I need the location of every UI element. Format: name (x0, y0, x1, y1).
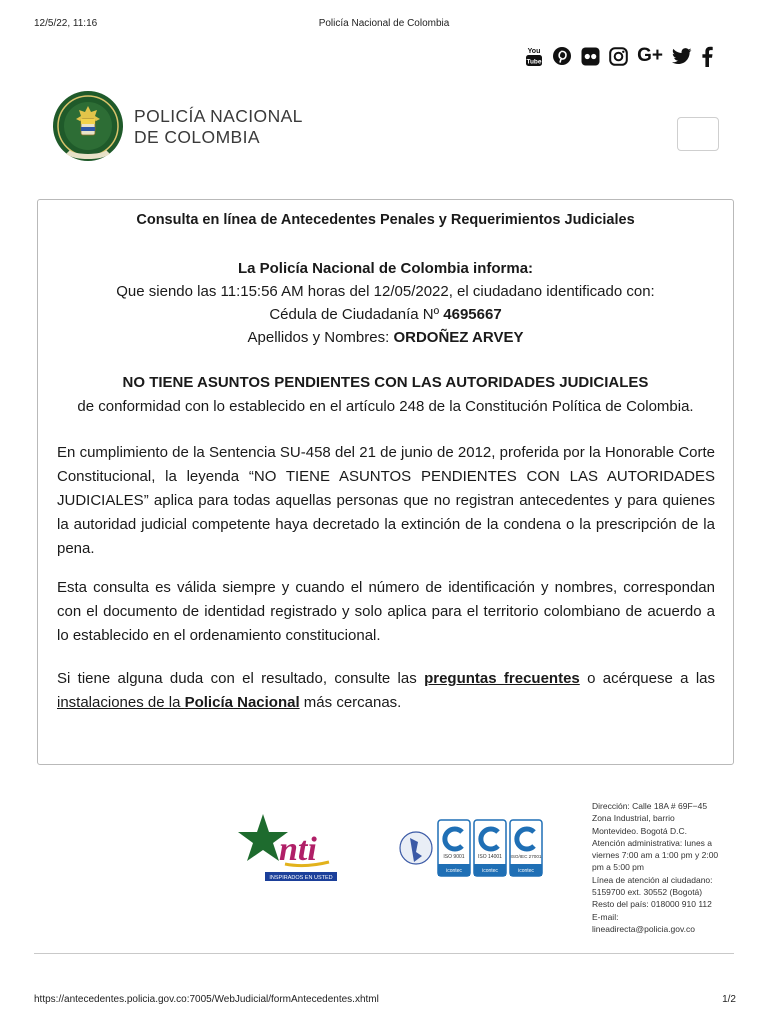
informs-line: La Policía Nacional de Colombia informa: (237, 260, 534, 277)
certifications-logos (398, 810, 548, 890)
cert-iso-14001: ISO 14001 (478, 854, 502, 860)
faq-link[interactable]: preguntas frecuentes (424, 670, 580, 687)
panel-heading: Consulta en línea de Antecedentes Penales y Requerimientos Judiciales (136, 212, 635, 228)
doubts-text-b: o acérquese a las (579, 670, 716, 687)
result-panel (37, 199, 734, 765)
facebook-icon[interactable] (701, 44, 713, 68)
cert-brand-1: icontec (446, 868, 462, 874)
contact-email[interactable]: lineadirecta@policia.gov.co (592, 923, 695, 934)
contact-line: viernes 7:00 am a 1:00 pm y 2:00 (592, 850, 719, 861)
cert-brand-2: icontec (482, 868, 498, 874)
icontec-iso27001-icon (510, 820, 542, 876)
paragraph-sentence: En cumplimiento de la Sentencia SU-458 del 21 de junio de 2012, proferida por la Honorable Corte Constitucional, la leyenda “NO TIENE ASUNTOS PENDIENTES CON LAS AUTORIDADES JUDICIALES” aplica para todas aquellas personas que no registran antecedentes y para quienes la autoridad judicial competente haya decretado la extinción de la condena o la prescripción de la pena. (57, 444, 715, 557)
twitter-icon[interactable] (672, 44, 692, 68)
print-header (0, 18, 768, 32)
paragraph-doubts (57, 667, 715, 715)
brand-name (134, 106, 303, 148)
contact-line: pm a 5:00 pm (592, 862, 644, 873)
locations-link-text-a: instalaciones de la (57, 694, 185, 711)
status-line: NO TIENE ASUNTOS PENDIENTES CON LAS AUTORIDADES JUDICIALES (122, 374, 649, 391)
cert-iso-27001: ISO/IEC 27001 (510, 854, 542, 859)
police-locations-link[interactable] (57, 694, 300, 711)
svg-text:You: You (527, 48, 541, 55)
icontec-iso9001-icon (438, 820, 470, 876)
instagram-icon[interactable] (609, 44, 628, 68)
mintic-tagline: INSPIRADOS EN USTED (269, 875, 333, 881)
contact-line: Zona Industrial, barrio (592, 813, 675, 824)
google-plus-icon[interactable]: G+ (637, 45, 663, 66)
flickr-icon[interactable] (581, 44, 600, 68)
doubts-text-c: más cercanas. (299, 694, 402, 711)
youtube-icon[interactable] (525, 44, 543, 68)
time-line: Que siendo las 11:15:56 AM horas del 12/05/2022, el ciudadano identificado con: (116, 283, 655, 300)
status-basis: de conformidad con lo establecido en el artículo 248 de la Constitución Política de Colombia. (77, 398, 694, 415)
print-footer (0, 994, 768, 1008)
print-page-number: 1/2 (722, 994, 736, 1005)
footer-divider (34, 953, 734, 954)
mintic-logo[interactable] (235, 810, 355, 886)
icontec-iso14001-icon (474, 820, 506, 876)
contact-line: E-mail: (592, 911, 619, 922)
svg-text:Tube: Tube (526, 58, 542, 66)
paragraph-validity: Esta consulta es válida siempre y cuando el número de identificación y nombres, correspondan con el documento de identidad registrado y solo aplica para el territorio colombiano de acuerdo a lo establecido en el ordenamiento constitucional. (57, 579, 715, 644)
police-brand-logo[interactable] (50, 84, 304, 170)
social-icons (525, 44, 713, 68)
id-label: Cédula de Ciudadanía Nº (269, 306, 440, 323)
names-value: ORDOÑEZ ARVEY (393, 329, 524, 346)
id-number: 4695667 (443, 306, 502, 323)
names-label: Apellidos y Nombres: (247, 329, 390, 346)
menu-toggle-button[interactable] (677, 117, 719, 151)
contact-info (592, 800, 742, 935)
contact-line: Dirección: Calle 18A # 69F−45 (592, 801, 708, 811)
contact-line: Montevideo. Bogotá D.C. (592, 825, 687, 836)
print-url: https://antecedentes.policia.gov.co:7005/WebJudicial/formAntecedentes.xhtml (34, 994, 379, 1005)
id-line (38, 306, 733, 323)
cert-brand-3: icontec (518, 868, 534, 874)
pinterest-icon[interactable] (552, 44, 572, 68)
print-datetime: 12/5/22, 11:16 (34, 18, 98, 29)
print-page-title: Policía Nacional de Colombia (318, 18, 450, 29)
brand-name-line2: DE COLOMBIA (134, 127, 260, 147)
doubts-text-a: Si tiene alguna duda con el resultado, consulte las (57, 670, 425, 687)
locations-link-text-b: Policía Nacional (184, 694, 300, 711)
contact-line: Resto del país: 018000 910 112 (592, 899, 712, 910)
names-line (38, 329, 733, 346)
contact-line: 5159700 ext. 30552 (Bogotá) (592, 887, 703, 898)
contact-line: Atención administrativa: lunes a (592, 837, 713, 848)
brand-name-line1: POLICÍA NACIONAL (134, 106, 303, 126)
footer (0, 800, 768, 950)
police-emblem-icon (50, 86, 126, 168)
cert-iso-9001: ISO 9001 (443, 854, 465, 860)
contact-line: Línea de atención al ciudadano: (592, 874, 713, 885)
mintic-wordmark: nti (279, 831, 317, 868)
